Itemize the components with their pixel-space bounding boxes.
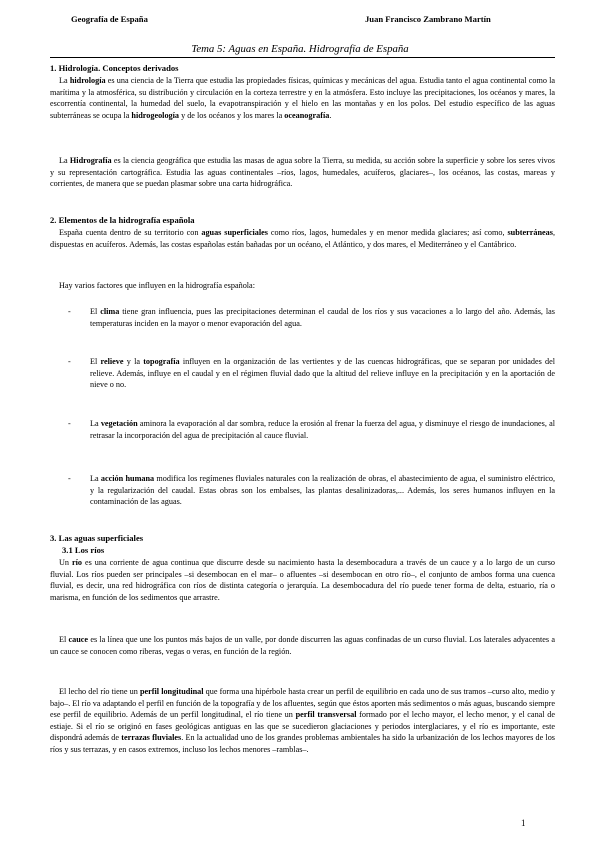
section-2-heading: 2. Elementos de la hidrografía española [50, 215, 195, 225]
section-3-paragraph-1: Un río es una corriente de agua continua que discurre desde su nacimiento hasta la desembocadura a través de un cauce y a lo largo de un curso fluvial. Los ríos pueden ser principales –si desembocan en el mar– o afluentes –si desembocan en otro río–, el conjunto de ambos forma una cuenca fluvial, es decir, una red hidrográfica con ríos de distinta categoría o jerarquía. La desembocadura del río puede tener forma de delta, estuario, ría o marisma, en función de los sedimentos que arrastre. [50, 558, 555, 602]
list-item-accion-humana: - La acción humana modifica los regímenes fluviales naturales con la realización de obras, el abastecimiento de agua, el suministro eléctrico, y la regularización del caudal. Estas obras son los embalses, las plantas desalinizadoras,... Además, los seres humanos influyen en la contaminación de las aguas. [68, 474, 555, 506]
title-divider [50, 57, 555, 58]
list-item-clima: - El clima tiene gran influencia, pues las precipitaciones determinan el caudal de los ríos y sus vacaciones a lo largo del año. Además, las temperaturas inciden en la mayor o menor evaporación del agua. [68, 307, 555, 328]
list-item-relieve: - El relieve y la topografía influyen en la organización de las vertientes y de las cuencas hidrográficas, que se separan por unidades del relieve. Además, influye en el caudal y en el régimen fluvial dado que la altitud del relieve influye en la precipitación y en la aportación de nieve o no. [68, 357, 555, 389]
section-1-paragraph-1: La hidrología es una ciencia de la Tierra que estudia las propiedades físicas, químicas y mecánicas del agua. Estudia tanto el agua continental como la marítima y la atmosférica, su distribución y circulación en la corteza terrestre y en la atmósfera. Esto incluye las precipitaciones, los océanos y mares, la escorrentía continental, la humedad del suelo, la evapotranspiración y el hielo en las montañas y en los polos. Del estudio específico de las aguas subterráneas se ocupa la hidrogeología y de los océanos y los mares la oceanografía. [50, 76, 556, 120]
page-number: 1 [521, 818, 526, 828]
header-left: Geografía de España [71, 14, 148, 24]
section-1-heading: 1. Hidrología. Conceptos derivados [50, 63, 179, 73]
section-1-paragraph-2: La Hidrografía es la ciencia geográfica que estudia las masas de agua sobre la Tierra, su medida, su acción sobre la superficie y sobre los seres vivos y su representación cartográfica. Estudia las aguas continentales –ríos, lagos, humedales, acuíferos, glaciares–, los océanos, las costas, mareas y corrientes, de manera que se puedan plasmar sobre una carta hidrográfica. [50, 156, 555, 188]
section-3-heading: 3. Las aguas superficiales [50, 533, 144, 543]
section-3-paragraph-3: El lecho del río tiene un perfil longitudinal que forma una hipérbole hasta crear un perfil de equilibrio en cada uno de sus tramos –curso alto, medio y bajo–. El río va adaptando el perfil en función de la topografía y de los afluentes, según que éstos aporten más sedimentos o más aguas, buscando siempre ese perfil de equilibrio. Además de un perfil longitudinal, el río tiene un perfil transversal formado por el lecho mayor, el lecho menor, y el canal de estiaje. Si el río se originó en fases geológicas antiguas en las que se sucedieron glaciaciones y periodos interglaciares, y el río es importante, este dispondrá además de terrazas fluviales. En la actualidad uno de los grandes problemas ambientales ha sido la urbanización de los lechos mayores de los ríos y sus terrazas, y en casos extremos, incluso los lechos menores –ramblas–. [50, 687, 556, 754]
section-2-paragraph-1: España cuenta dentro de su territorio con aguas superficiales como ríos, lagos, humedales y en menor medida glaciares; así como, subterráneas, dispuestas en acuíferos. Además, las costas españolas están bañadas por un océano, el Atlántico, y dos mares, el Mediterráneo y el Cantábrico. [50, 228, 555, 249]
list-item-vegetacion: - La vegetación aminora la evaporación al dar sombra, reduce la erosión al frenar la fuerza del agua, y disminuye el riesgo de inundaciones, al retrasar la incorporación del agua de precipitación al cauce fluvial. [68, 419, 556, 440]
section-3-1-subheading: 3.1 Los ríos [62, 545, 105, 555]
section-2-paragraph-2: Hay varios factores que influyen en la hidrografía española: [59, 281, 255, 290]
document-title: Tema 5: Aguas en España. Hidrografía de España [191, 43, 409, 55]
header-right: Juan Francisco Zambrano Martín [365, 14, 491, 24]
section-3-paragraph-2: El cauce es la línea que une los puntos más bajos de un valle, por donde discurren las aguas confinadas de un curso fluvial. Los laterales adyacentes a un cauce se conocen como riberas, vegas o veras, en función de la región. [50, 635, 555, 656]
